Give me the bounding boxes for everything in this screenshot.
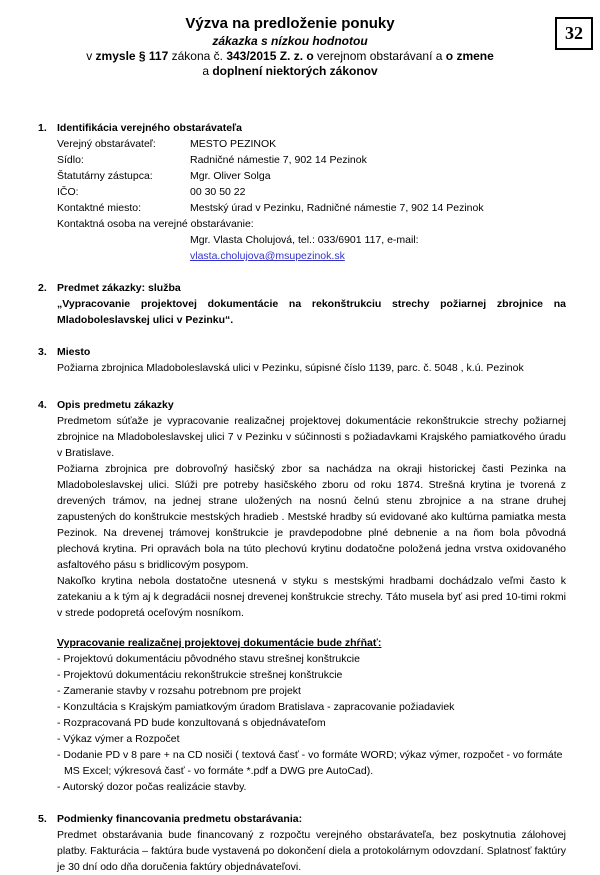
- field-label: Štatutárny zástupca:: [57, 170, 153, 182]
- stamp-number: 32: [565, 23, 583, 43]
- law-segment: o zmene: [445, 49, 494, 63]
- place-text: Požiarna zbrojnica Mladoboleslavská ulici v Pezinku, súpisné číslo 1139, parc. č. 5048 , k.ú. Pezinok: [57, 362, 524, 374]
- financing-text: Predmet obstarávania bude financovaný z rozpočtu verejného obstarávateľa, bez poskytnutia zálohovej platby. Fakturácia – faktúra bude vystavená po dokončení diela a protokolárnym odovzdaní. Splatnosť faktúry je 30 dní odo dňa doručenia faktúry objednávateľovi.: [57, 829, 566, 873]
- contact-person-details: Mgr. Vlasta Cholujová, tel.: 033/6901 117, e-mail:: [190, 234, 419, 246]
- deliverables-list: [57, 651, 566, 795]
- field-value: Radničné námestie 7, 902 14 Pezinok: [190, 154, 367, 166]
- contact-email-link[interactable]: vlasta.cholujova@msupezinok.sk: [190, 250, 345, 262]
- description-paragraph: Predmetom súťaže je vypracovanie realizačnej projektovej dokumentácie rekonštrukcie strechy požiarnej zbrojnice na Mladoboleslavskej ulici 7 v Pezinku v súčinnosti s požiadavkami Krajského pamiatkového úradu v Bratislave.: [57, 415, 566, 459]
- document-body: [0, 120, 600, 875]
- deliverables-heading: Vypracovanie realizačnej projektovej dokumentácie bude zhŕňať:: [57, 637, 382, 649]
- field-label: Kontaktné miesto:: [57, 202, 142, 214]
- section-heading: Predmet zákazky: služba: [57, 282, 181, 294]
- field-label: IČO:: [57, 186, 79, 198]
- stamp-box: [555, 17, 593, 50]
- section-identifikacia: [38, 120, 566, 264]
- section-opis-predmetu: [38, 397, 566, 795]
- section-number: 3.: [38, 346, 47, 358]
- list-item: - Autorský dozor počas realizácie stavby.: [57, 781, 247, 793]
- law-segment: zákona č.: [168, 49, 227, 63]
- section-predmet-zakazky: [38, 280, 566, 328]
- section-number: 5.: [38, 813, 47, 825]
- field-row-kontaktne-miesto: [57, 200, 566, 216]
- list-item: - Konzultácia s Krajským pamiatkovým úradom Bratislava - zapracovanie požiadaviek: [57, 701, 455, 713]
- field-value: 00 30 50 22: [190, 186, 246, 198]
- document-header: [0, 0, 600, 79]
- description-paragraph: Požiarna zbrojnica pre dobrovoľný hasičský zbor sa nachádza na okraji historickej časti Pezinka na Mladoboleslavskej ulici. Slúži pre potreby hasičského zboru od roku 1874. Strešná krytina je tvorená z drevených trámov, na jednej strane uložených na nosnú čelnú stenu zbrojnice a na strane druhej zapustených do konštrukcie mestských hradieb . Mestské hradby sú evidované ako kultúrna pamiatka mesta Pezinok. Na drevenej trámovej konštrukcie je pravdepodobne plné debnenie a na ňom bola pôvodná plechová krytina. Pri opravách bola na túto plechovú krytinu dodatočne položená jedna vrstva oxidovaného asfaltového pásu s bridlicovým posypom.: [57, 463, 566, 571]
- law-segment: verejnom obstarávaní a: [317, 49, 446, 63]
- field-row-verejny-obstaravatel: [57, 136, 566, 152]
- field-row-sidlo: [57, 152, 566, 168]
- section-heading: Miesto: [57, 346, 91, 358]
- field-row-statutarny-zastupca: [57, 168, 566, 184]
- page-subtitle: zákazka s nízkou hodnotou: [212, 34, 368, 48]
- list-item: - Rozpracovaná PD bude konzultovaná s objednávateľom: [57, 717, 326, 729]
- law-segment: zmysle § 117: [95, 49, 169, 63]
- section-podmienky-financovania: [38, 811, 566, 875]
- section-number: 2.: [38, 282, 47, 294]
- section-number: 1.: [38, 122, 47, 134]
- section-miesto: [38, 344, 566, 376]
- field-value: Mestský úrad v Pezinku, Radničné námestie 7, 902 14 Pezinok: [190, 202, 484, 214]
- section-heading: Podmienky financovania predmetu obstarávania:: [57, 813, 303, 825]
- contact-email-row: [190, 248, 566, 264]
- law-reference-line-2: [40, 64, 540, 79]
- list-item: - Projektovú dokumentáciu pôvodného stavu strešnej konštrukcie: [57, 653, 360, 665]
- law-reference-line-1: [40, 49, 540, 64]
- field-label: Verejný obstarávateľ:: [57, 138, 156, 150]
- list-item: - Dodanie PD v 8 pare + na CD nosiči ( textová časť - vo formáte WORD; výkaz výmer, rozpočet - vo formáte MS Excel; výkresová časť - vo formáte *.pdf a DWG pre AutoCad).: [57, 749, 563, 777]
- field-row-ico: [57, 184, 566, 200]
- page-title: Výzva na predloženie ponuky: [185, 15, 395, 32]
- contact-person-label: Kontaktná osoba na verejné obstarávanie:: [57, 218, 254, 230]
- description-paragraph: Nakoľko krytina nebola dostatočne utesnená v styku s mestskými hradbami dochádzalo veľmi často k zatekaniu a k tým aj k degradácii nosnej drevenej konštrukcie strechy. Táto musela byť asi pred 10-timi rokmi v strede podopretá oceľovým nosníkom.: [57, 575, 566, 619]
- field-value: MESTO PEZINOK: [190, 138, 277, 150]
- section-heading: Opis predmetu zákazky: [57, 399, 174, 411]
- law-segment: 343/2015 Z. z. o: [226, 49, 318, 63]
- field-label: Sídlo:: [57, 154, 84, 166]
- section-heading: Identifikácia verejného obstarávateľa: [57, 122, 242, 134]
- law-segment: v: [86, 49, 96, 63]
- list-item: - Zameranie stavby v rozsahu potrebnom pre projekt: [57, 685, 301, 697]
- law-segment: a: [202, 64, 213, 78]
- field-value: Mgr. Oliver Solga: [190, 170, 271, 182]
- list-item: - Projektovú dokumentáciu rekonštrukcie strešnej konštrukcie: [57, 669, 343, 681]
- section-number: 4.: [38, 399, 47, 411]
- law-segment: doplnení niektorých zákonov: [212, 64, 378, 78]
- contract-subject-text: „Vypracovanie projektovej dokumentácie na rekonštrukciu strechy požiarnej zbrojnice na Mladoboleslavskej ulici v Pezinku“.: [57, 298, 566, 326]
- list-item: - Výkaz výmer a Rozpočet: [57, 733, 180, 745]
